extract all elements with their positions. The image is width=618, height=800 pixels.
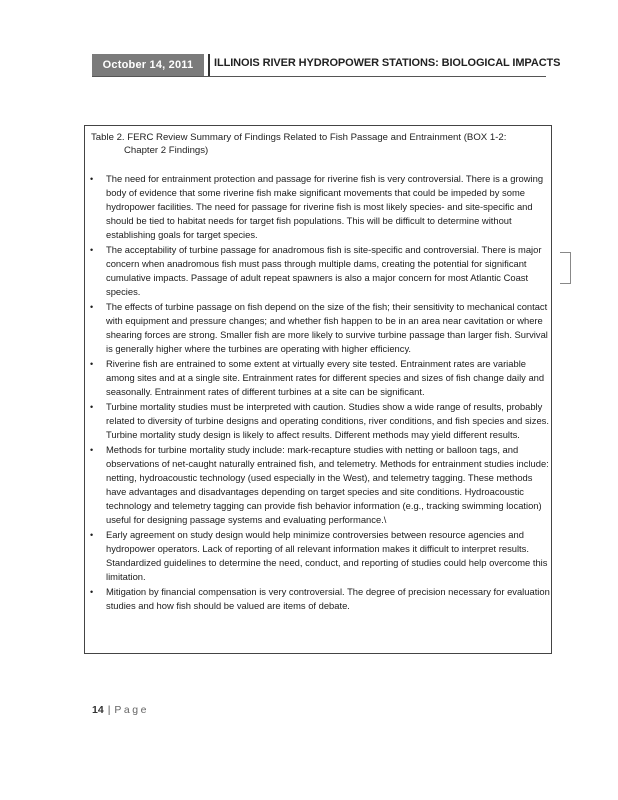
list-item (90, 357, 550, 399)
bullet-icon: • (90, 402, 94, 412)
list-item (90, 585, 550, 613)
footer-separator: | (107, 704, 111, 716)
list-item (90, 172, 550, 242)
table-caption-line2: Chapter 2 Findings) (124, 145, 209, 156)
header-title: ILLINOIS RIVER HYDROPOWER STATIONS: BIOLOGICAL IMPACTS (214, 57, 561, 69)
finding-text: Methods for turbine mortality study include: mark-recapture studies with netting or balloon tags, and observations of net-caught naturally entrained fish, and telemetry. Methods for entrainment studies include: netting, hydroacoustic technology (used especially in the West), and telemetry tagging. These methods have advantages and disadvantages depending on target species and site conditions. Hydroacoustic technology and telemetry tagging can provide fish behavior information (e.g., tracking swimming location) useful for designing passage systems and evaluating performance.\ (106, 444, 549, 525)
finding-text: Riverine fish are entrained to some extent at virtually every site tested. Entrainment rates are variable among sites and at a single site. Entrainment rates for different species and sizes of fish change daily and seasonally. Entrainment rates of different turbines at a site can be significant. (106, 358, 545, 397)
header-date: October 14, 2011 (92, 54, 204, 76)
table-caption-line1: Table 2. FERC Review Summary of Findings Related to Fish Passage and Entrainment (BOX 1-2: (91, 132, 507, 143)
finding-text: Mitigation by financial compensation is very controversial. The degree of precision necessary for evaluation studies and how fish should be valued are items of debate. (106, 586, 550, 611)
page-number: 14 (92, 704, 104, 716)
bullet-icon: • (90, 445, 94, 455)
list-item (90, 528, 550, 584)
finding-text: Early agreement on study design would help minimize controversies between resource agencies and hydropower operators. Lack of reporting of all relevant information makes it difficult to interpret results. Standardized guidelines to determine the need, conduct, and reporting of studies could help overcome this limitation. (106, 529, 548, 582)
bullet-icon: • (90, 302, 94, 312)
header-rule (92, 76, 546, 77)
list-item (90, 243, 550, 299)
list-item (90, 443, 550, 527)
bullet-icon: • (90, 359, 94, 369)
table-caption (91, 131, 551, 157)
bullet-icon: • (90, 587, 94, 597)
header-divider (208, 54, 210, 76)
page-label: Page (114, 704, 149, 716)
finding-text: The need for entrainment protection and passage for riverine fish is very controversial. There is a growing body of evidence that some riverine fish make significant movements that could be impeded by some hydropower facilities. The need for passage for riverine fish is most likely species- and site-specific and should be tied to habitat needs for target fish populations. This will be difficult to determine without establishing goals for target species. (106, 173, 544, 240)
finding-text: The acceptability of turbine passage for anadromous fish is site-specific and controversial. There is major concern when anadromous fish must pass through multiple dams, creating the potential for significant cumulative impacts. Passage of adult repeat spawners is also a major concern for most Atlantic Coast species. (106, 244, 542, 297)
bullet-icon: • (90, 245, 94, 255)
margin-bracket-mark (560, 252, 571, 284)
finding-text: Turbine mortality studies must be interpreted with caution. Studies show a wide range of results, probably related to diversity of turbine designs and operating conditions, river conditions, and fish species and sizes. Turbine mortality study design is likely to affect results. Different methods may yield different results. (106, 401, 549, 440)
findings-list (90, 172, 550, 614)
list-item (90, 400, 550, 442)
page-footer (92, 704, 149, 716)
list-item (90, 300, 550, 356)
bullet-icon: • (90, 174, 94, 184)
finding-text: The effects of turbine passage on fish depend on the size of the fish; their sensitivity to mechanical contact with equipment and pressure changes; and whether fish happen to be in an area near cavitation or where shearing forces are strong. Smaller fish are more likely to survive turbine passage than larger fish. Survival is generally higher where the turbines are operating with higher efficiency. (106, 301, 548, 354)
bullet-icon: • (90, 530, 94, 540)
